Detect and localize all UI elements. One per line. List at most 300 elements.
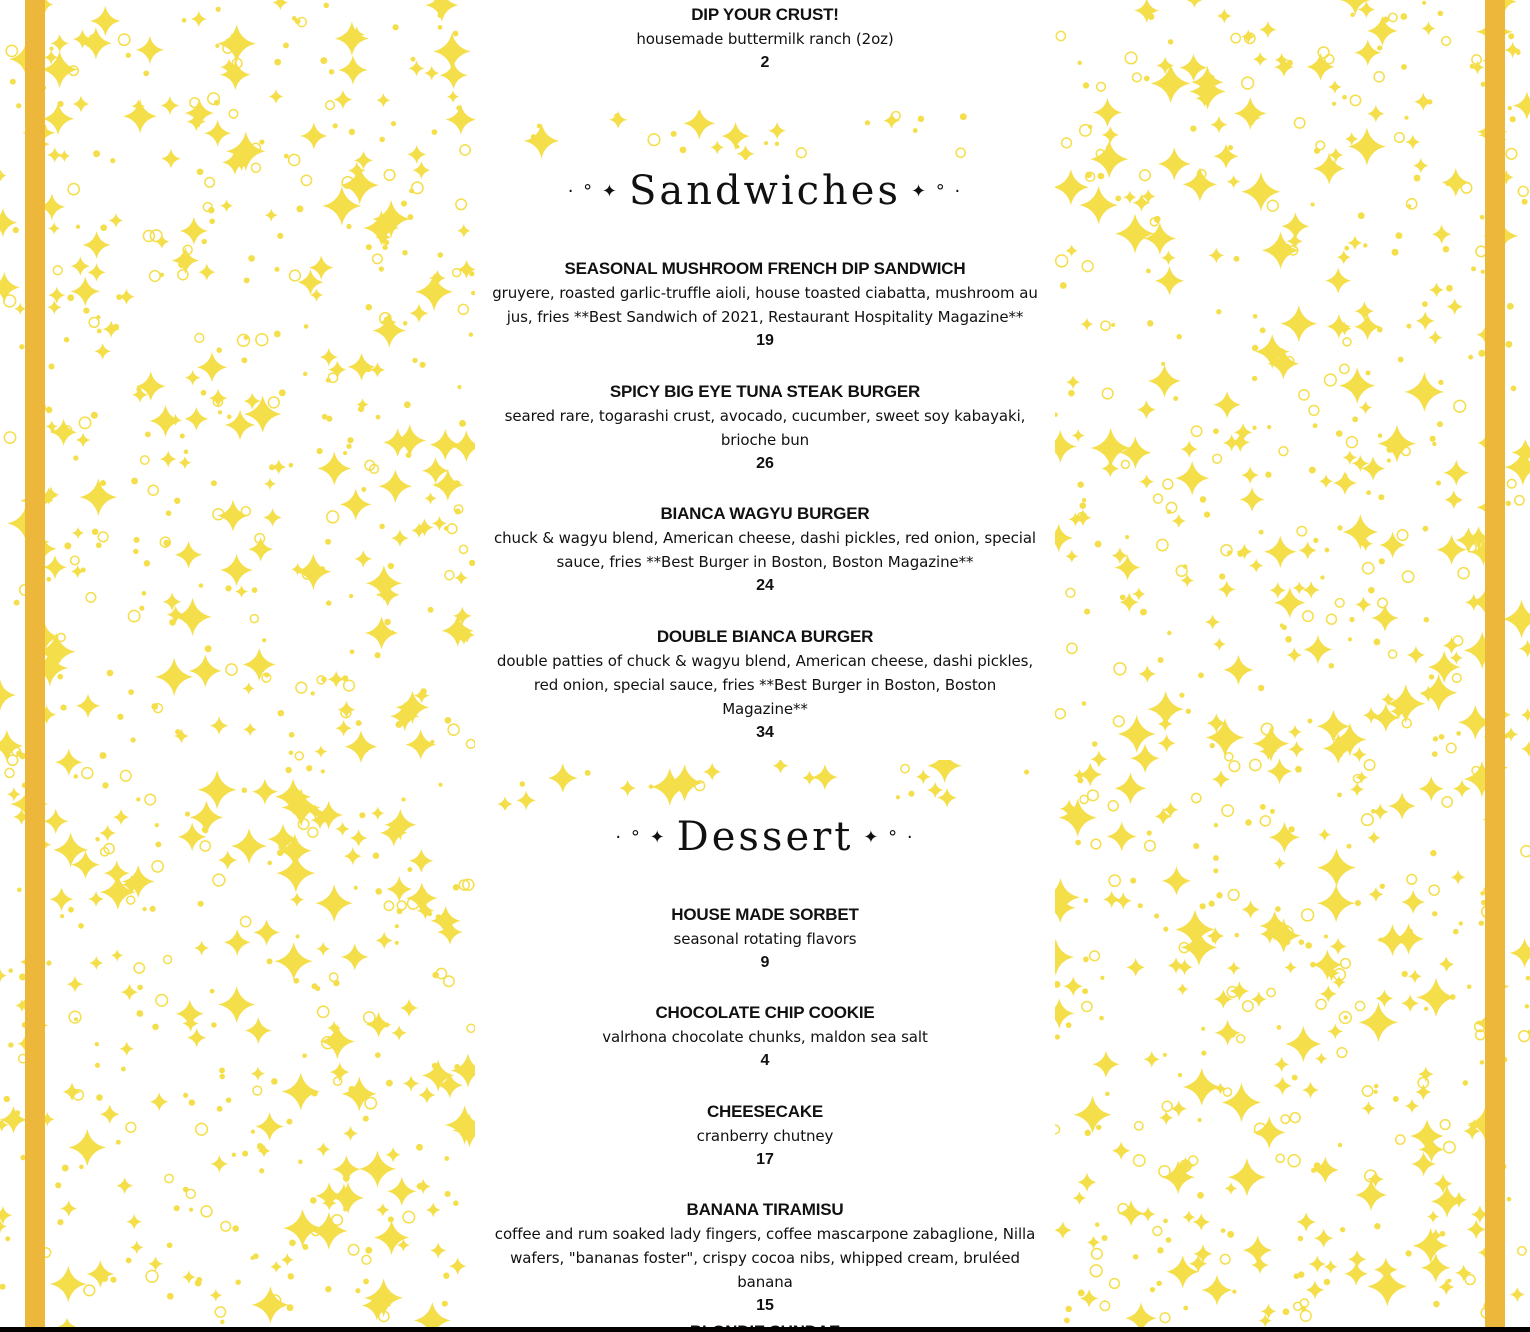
sparkle-icon — [1504, 727, 1519, 742]
dot-icon — [1082, 988, 1088, 994]
dot-icon — [1227, 550, 1232, 555]
dot-icon — [1237, 551, 1243, 557]
item-name: DOUBLE BIANCA BURGER — [656, 627, 874, 646]
dot-icon — [226, 1097, 232, 1103]
dot-icon — [391, 121, 396, 126]
sparkle-icon — [47, 300, 61, 314]
dot-icon — [393, 24, 399, 30]
ring-icon — [1446, 743, 1456, 753]
sparkle-icon — [1139, 474, 1154, 489]
dot-icon — [1201, 1027, 1205, 1031]
sparkle-icon — [1427, 1210, 1439, 1222]
sparkle-icon — [43, 809, 68, 834]
sparkle-icon — [1521, 741, 1530, 757]
dot-icon — [395, 941, 399, 945]
sparkle-icon — [113, 809, 129, 825]
dot-icon — [317, 448, 323, 454]
dot-icon — [1253, 314, 1258, 319]
item-price: 17 — [756, 1151, 774, 1168]
sparkle-icon — [1234, 97, 1267, 130]
sparkle-icon — [1269, 582, 1286, 599]
sparkle-icon — [1367, 831, 1380, 844]
dot-icon — [1078, 1289, 1085, 1296]
dot-icon — [283, 42, 289, 48]
dot-icon — [363, 746, 370, 753]
dot-icon — [1439, 734, 1445, 740]
sparkle-icon — [1313, 153, 1345, 185]
dot-icon — [298, 1159, 303, 1164]
ring-icon — [1088, 790, 1099, 801]
sparkle-icon — [111, 949, 123, 961]
ring-icon — [134, 963, 144, 973]
sparkle-icon — [1401, 994, 1419, 1012]
right-frame-border — [1485, 0, 1505, 1332]
dot-icon — [311, 691, 315, 695]
sparkle-icon — [86, 1260, 114, 1288]
dot-icon — [403, 321, 408, 326]
dot-icon — [232, 1153, 236, 1157]
ring-icon — [1237, 1035, 1245, 1043]
dot-icon — [1348, 637, 1352, 641]
dot-icon — [8, 968, 13, 973]
dot-icon — [1283, 1308, 1290, 1315]
sparkle-icon — [1407, 646, 1425, 664]
sparkle-icon — [178, 823, 207, 852]
sparkle-icon — [198, 770, 237, 809]
dot-icon — [376, 415, 381, 420]
ring-icon — [458, 304, 468, 314]
ring-icon — [459, 545, 467, 553]
sparkle-icon — [1428, 330, 1442, 344]
item-price: 26 — [756, 455, 774, 472]
dot-icon — [1213, 868, 1218, 873]
sparkle-icon — [408, 60, 424, 76]
dot-icon — [216, 7, 221, 12]
sparkle-icon — [1223, 655, 1253, 685]
dot-icon — [1363, 243, 1367, 247]
ring-icon — [1092, 1248, 1103, 1259]
sparkle-icon — [47, 147, 62, 162]
ring-icon — [201, 1206, 212, 1217]
dot-icon — [438, 252, 444, 258]
dot-icon — [1260, 804, 1266, 810]
dot-icon — [97, 329, 102, 334]
dot-icon — [409, 188, 414, 193]
sparkle-icon — [185, 370, 200, 385]
sparkle-icon — [1155, 266, 1184, 295]
dot-icon — [1405, 1250, 1411, 1256]
sparkle-icon — [1309, 1255, 1326, 1272]
ring-icon — [1318, 47, 1329, 58]
item-price: 19 — [756, 332, 774, 349]
dot-icon — [442, 1301, 448, 1307]
dot-icon — [1440, 1231, 1446, 1237]
dot-icon — [325, 539, 331, 545]
sparkle-icon — [178, 456, 191, 469]
dot-icon — [1077, 777, 1083, 783]
dot-icon — [271, 1078, 278, 1085]
dot-icon — [1350, 13, 1355, 18]
ring-icon — [1518, 186, 1528, 196]
dot-icon — [91, 412, 98, 419]
sparkle-icon — [1367, 1266, 1407, 1306]
ring-icon — [1440, 1120, 1450, 1130]
dot-icon — [1358, 212, 1365, 219]
dot-icon — [1106, 144, 1112, 150]
item-name: SPICY BIG EYE TUNA STEAK BURGER — [609, 382, 921, 401]
dot-icon — [220, 1320, 224, 1324]
dot-icon — [1157, 1281, 1162, 1286]
dot-icon — [174, 498, 180, 504]
dot-icon — [183, 1093, 188, 1098]
dot-icon — [1368, 587, 1375, 594]
sparkle-icon — [447, 91, 459, 103]
sparkle-icon — [320, 1024, 355, 1059]
ring-icon — [362, 1255, 371, 1264]
sparkle-icon — [1429, 282, 1444, 297]
sparkle-icon — [167, 606, 185, 624]
dot-icon — [1309, 467, 1316, 474]
left-frame-border — [25, 0, 45, 1332]
sparkle-icon — [916, 769, 931, 784]
ring-icon — [1154, 494, 1163, 503]
ring-icon — [145, 794, 156, 805]
sparkle-icon — [1102, 126, 1120, 144]
ring-icon — [447, 524, 457, 534]
sparkle-icon — [1241, 900, 1260, 919]
dot-icon — [320, 57, 327, 64]
dot-icon — [1336, 430, 1343, 437]
ring-icon — [1223, 1088, 1231, 1096]
dot-icon — [1436, 1267, 1441, 1272]
sparkle-icon — [1213, 391, 1241, 419]
sparkle-icon — [1324, 1260, 1338, 1274]
dot-icon — [83, 307, 89, 313]
dot-icon — [960, 113, 967, 120]
dot-icon — [1163, 1219, 1168, 1224]
dot-icon — [1190, 125, 1196, 131]
sparkle-icon — [1132, 587, 1145, 600]
sparkle-icon — [1418, 1067, 1433, 1082]
dot-icon — [1437, 421, 1443, 427]
dot-icon — [1078, 61, 1082, 65]
sparkle-icon — [58, 150, 70, 162]
sparkle-icon — [1388, 792, 1415, 819]
dot-icon — [1299, 939, 1305, 945]
sparkle-icon — [1053, 169, 1089, 205]
ring-icon — [1402, 571, 1413, 582]
dot-icon — [401, 200, 407, 206]
sparkle-icon — [1333, 471, 1357, 495]
ring-icon — [82, 768, 93, 779]
dot-icon — [1096, 1125, 1101, 1130]
dot-icon — [324, 3, 329, 8]
dot-icon — [1209, 901, 1215, 907]
dot-icon — [1197, 1118, 1201, 1122]
item-price: 4 — [760, 1052, 770, 1069]
sparkle-icon — [1414, 92, 1432, 110]
sparkle-icon — [1510, 938, 1530, 968]
dot-icon — [10, 79, 16, 85]
sparkle-icon — [1227, 175, 1241, 189]
sparkle-icon — [210, 1289, 223, 1302]
dot-icon — [269, 464, 275, 470]
sparkle-icon — [80, 478, 118, 516]
dot-icon — [1133, 1254, 1139, 1260]
section-title: Dessert — [676, 814, 854, 860]
dot-icon — [95, 1042, 99, 1046]
ring-icon — [165, 1174, 173, 1182]
sparkle-icon — [516, 791, 536, 810]
sparkle-icon — [148, 1256, 163, 1271]
sparkle-icon — [55, 749, 82, 776]
dot-icon — [349, 594, 353, 598]
sparkle-icon — [87, 263, 106, 282]
dot-icon — [310, 1197, 317, 1204]
sparkle-icon — [1223, 434, 1240, 451]
item-description: housemade buttermilk ranch (2oz) — [636, 30, 894, 48]
dot-icon — [1508, 33, 1514, 39]
sparkle-icon — [1419, 776, 1444, 801]
dot-icon — [131, 478, 138, 485]
ring-icon — [1097, 82, 1106, 91]
sparkle-icon — [218, 850, 238, 870]
sparkle-icon — [1362, 1101, 1376, 1115]
dot-icon — [1100, 976, 1104, 980]
dot-icon — [350, 649, 355, 654]
sparkle-icon — [345, 730, 378, 763]
sparkle-icon — [1253, 52, 1267, 66]
sparkle-icon — [1177, 983, 1189, 995]
dot-icon — [1084, 609, 1090, 615]
dot-icon — [438, 783, 442, 787]
sparkle-icon — [703, 763, 721, 781]
dot-icon — [74, 774, 78, 778]
sparkle-icon — [375, 932, 393, 950]
dot-icon — [1313, 538, 1318, 543]
ring-icon — [1340, 364, 1349, 373]
ring-icon — [373, 254, 383, 264]
dot-icon — [248, 255, 255, 262]
dot-icon — [1066, 1306, 1072, 1312]
dot-icon — [1099, 1016, 1104, 1021]
section-star-band — [475, 110, 1055, 160]
dot-icon — [277, 233, 283, 239]
dot-icon — [1213, 855, 1219, 861]
sparkle-icon — [1318, 828, 1331, 841]
dot-icon — [182, 18, 187, 23]
dot-icon — [242, 1151, 248, 1157]
sparkle-icon — [1158, 734, 1176, 752]
dot-icon — [432, 129, 438, 135]
dot-icon — [1310, 202, 1314, 206]
sparkle-icon — [1502, 600, 1530, 639]
ring-icon — [229, 109, 238, 118]
dot-icon — [218, 410, 222, 414]
dot-icon — [1516, 50, 1521, 55]
sparkle-icon — [1302, 1081, 1319, 1098]
dot-icon — [60, 704, 66, 710]
dot-icon — [1197, 1192, 1204, 1199]
dot-icon — [1352, 416, 1358, 422]
sparkle-icon — [1158, 147, 1191, 180]
dot-icon — [411, 57, 416, 62]
ring-icon — [1109, 875, 1120, 886]
dot-icon — [361, 487, 366, 492]
dot-icon — [139, 606, 144, 611]
dot-icon — [1301, 1306, 1306, 1311]
dot-icon — [1432, 442, 1436, 446]
dot-icon — [934, 789, 939, 794]
dot-icon — [211, 480, 217, 486]
dot-icon — [1201, 1050, 1206, 1055]
sparkle-icon — [433, 32, 471, 70]
ring-icon — [226, 664, 237, 675]
ring-icon — [1341, 959, 1351, 969]
dot-icon — [68, 907, 74, 913]
dot-icon — [1406, 324, 1411, 329]
ring-icon — [1316, 999, 1326, 1009]
dot-icon — [1422, 1, 1426, 5]
dot-icon — [1204, 511, 1210, 517]
dot-icon — [1447, 1279, 1451, 1283]
menu-item — [475, 257, 1055, 353]
sparkle-icon — [1443, 637, 1460, 654]
sparkle-icon — [1405, 1099, 1419, 1113]
dot-icon — [289, 463, 294, 468]
sparkle-icon — [1376, 924, 1408, 956]
dot-icon — [262, 638, 266, 642]
sparkle-icon — [72, 95, 89, 112]
sparkle-icon — [365, 616, 398, 649]
dot-icon — [284, 154, 289, 159]
dot-icon — [101, 1275, 108, 1282]
dot-icon — [1468, 355, 1473, 360]
sparkle-icon — [1363, 707, 1379, 723]
item-price: 2 — [760, 54, 770, 71]
sparkle-icon — [1453, 779, 1471, 797]
ring-icon — [1458, 568, 1469, 579]
dot-icon — [1371, 809, 1376, 814]
ring-icon — [1518, 1247, 1526, 1255]
dot-icon — [1347, 844, 1352, 849]
sparkle-icon — [243, 723, 257, 737]
sparkle-icon — [1074, 1096, 1112, 1134]
dot-icon — [1506, 501, 1511, 506]
sparkle-icon — [7, 787, 21, 801]
ring-icon — [213, 874, 225, 886]
dot-icon — [365, 1247, 372, 1254]
dot-icon — [1433, 1301, 1440, 1308]
dot-icon — [321, 769, 325, 773]
sparkle-icon — [1259, 21, 1276, 38]
sparkle-icon — [1183, 167, 1218, 202]
dot-icon — [126, 53, 131, 58]
dot-icon — [1235, 933, 1240, 938]
sparkle-icon — [426, 1203, 441, 1218]
sparkle-icon — [130, 1241, 143, 1254]
sparkle-icon — [1416, 311, 1435, 330]
sparkle-icon — [1161, 250, 1176, 265]
item-description: coffee and rum soaked lady fingers, coffee mascarpone zabaglione, Nilla wafers, "bananas foster", crispy cocoa nibs, whipped cream, bruléed banana — [494, 1225, 1036, 1291]
sparkle-icon — [1431, 1185, 1464, 1218]
dot-icon — [253, 1253, 259, 1259]
ring-icon — [1220, 1254, 1230, 1264]
sparkle-icon — [60, 1200, 77, 1217]
ring-icon — [648, 134, 660, 146]
sparkle-icon — [126, 1214, 141, 1229]
dot-icon — [136, 387, 141, 392]
sparkle-icon — [1371, 604, 1399, 632]
dot-icon — [1380, 883, 1385, 888]
dot-icon — [185, 812, 190, 817]
dot-icon — [1265, 472, 1271, 478]
ring-icon — [1402, 447, 1410, 455]
sparkle-icon — [1123, 191, 1136, 204]
item-description: seasonal rotating flavors — [673, 930, 857, 948]
ring-icon — [901, 764, 909, 772]
dot-icon — [1310, 962, 1316, 968]
sparkle-icon — [1288, 725, 1302, 739]
dot-icon — [775, 142, 779, 146]
dot-icon — [215, 44, 219, 48]
ring-icon — [403, 1211, 415, 1223]
ring-icon — [348, 1245, 358, 1255]
sparkle-icon — [1253, 725, 1289, 761]
dot-icon — [1505, 341, 1512, 348]
dot-icon — [326, 600, 332, 606]
sparkle-icon — [119, 1042, 134, 1057]
ring-icon — [1100, 1301, 1109, 1310]
sparkle-icon — [1172, 514, 1186, 528]
sparkle-icon — [1273, 857, 1285, 869]
sparkle-icon — [1328, 80, 1342, 94]
ring-icon — [1125, 52, 1137, 64]
ring-icon — [445, 571, 454, 580]
ring-icon — [68, 184, 79, 195]
dot-icon — [1507, 1197, 1512, 1202]
sparkle-icon — [1059, 799, 1097, 837]
sparkle-icon — [1229, 981, 1249, 1001]
item-name: SEASONAL MUSHROOM FRENCH DIP SANDWICH — [564, 259, 966, 278]
ring-icon — [1407, 199, 1417, 209]
sparkle-icon — [263, 508, 282, 527]
sparkle-icon — [1101, 460, 1119, 478]
dot-icon — [241, 357, 247, 363]
dot-icon — [210, 989, 215, 994]
sparkle-icon — [1159, 1111, 1173, 1125]
dot-icon — [244, 335, 249, 340]
ring-icon — [221, 1222, 231, 1232]
ring-icon — [1429, 885, 1439, 895]
ring-icon — [186, 1189, 195, 1198]
ring-icon — [1507, 479, 1516, 488]
sparkle-icon — [328, 360, 346, 378]
dot-icon — [1325, 548, 1330, 553]
dot-icon — [1453, 929, 1459, 935]
sparkle-icon — [1264, 535, 1297, 568]
dot-icon — [1158, 657, 1164, 663]
dot-icon — [166, 510, 172, 516]
sparkle-icon — [1319, 474, 1333, 488]
sparkle-icon — [1215, 1020, 1241, 1046]
dot-icon — [126, 1257, 132, 1263]
dot-icon — [1252, 376, 1257, 381]
sparkle-icon — [524, 123, 559, 158]
dot-icon — [1422, 301, 1428, 307]
sparkle-icon — [194, 941, 209, 956]
dot-icon — [259, 1168, 264, 1173]
